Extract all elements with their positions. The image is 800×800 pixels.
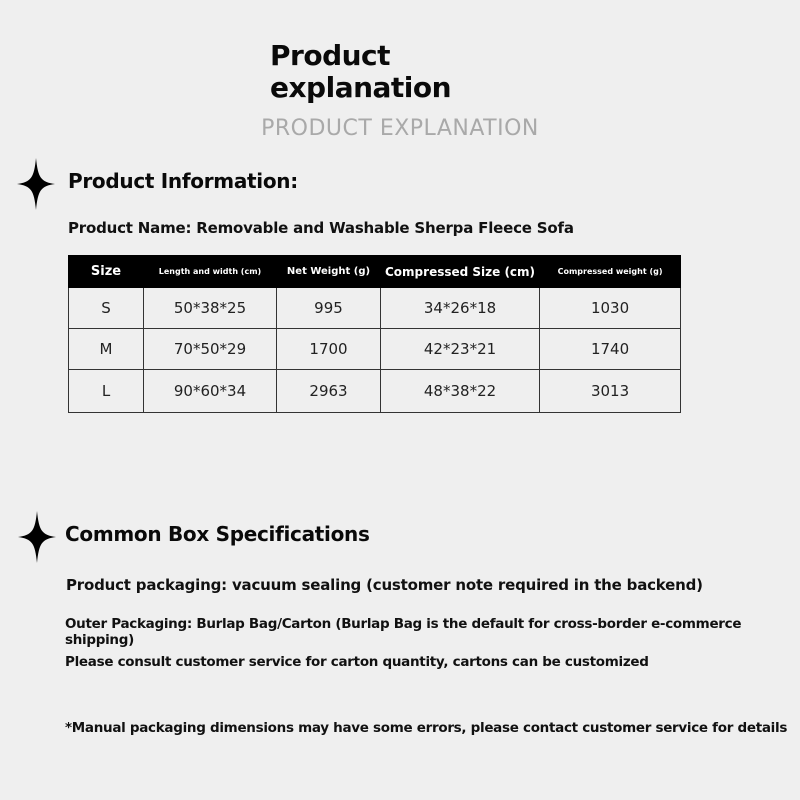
title-line-2: explanation bbox=[270, 71, 452, 104]
table-cell: 2963 bbox=[277, 370, 381, 413]
title-line-1: Product bbox=[270, 39, 391, 72]
table-cell: 50*38*25 bbox=[144, 288, 277, 329]
table-header-cell: Length and width (cm) bbox=[144, 256, 277, 288]
table-cell: 995 bbox=[277, 288, 381, 329]
table-header-cell: Compressed Size (cm) bbox=[381, 256, 540, 288]
outer-packaging-text: Outer Packaging: Burlap Bag/Carton (Burlap Bag is the default for cross-border e-commerce shipping) bbox=[65, 616, 742, 648]
spec-table bbox=[68, 255, 681, 413]
table-header-cell: Net Weight (g) bbox=[277, 256, 381, 288]
four-point-star-icon bbox=[18, 511, 56, 563]
table-row bbox=[69, 329, 681, 370]
product-info-heading: Product Information: bbox=[68, 169, 298, 193]
disclaimer-note: *Manual packaging dimensions may have some errors, please contact customer service for details bbox=[65, 720, 788, 736]
table-cell: 1700 bbox=[277, 329, 381, 370]
table-header-cell: Compressed weight (g) bbox=[540, 256, 681, 288]
four-point-star-icon bbox=[17, 158, 55, 210]
table-cell: M bbox=[69, 329, 144, 370]
table-cell: 3013 bbox=[540, 370, 681, 413]
table-cell: S bbox=[69, 288, 144, 329]
carton-text: Please consult customer service for carton quantity, cartons can be customized bbox=[65, 654, 649, 670]
table-cell: 34*26*18 bbox=[381, 288, 540, 329]
table-header-row bbox=[69, 256, 681, 288]
page-title bbox=[270, 40, 570, 104]
table-cell: L bbox=[69, 370, 144, 413]
table-cell: 1030 bbox=[540, 288, 681, 329]
packaging-text: Product packaging: vacuum sealing (customer note required in the backend) bbox=[66, 576, 703, 594]
table-cell: 48*38*22 bbox=[381, 370, 540, 413]
box-specs-heading: Common Box Specifications bbox=[65, 522, 370, 546]
table-row bbox=[69, 370, 681, 413]
table-cell: 70*50*29 bbox=[144, 329, 277, 370]
product-name: Product Name: Removable and Washable Sherpa Fleece Sofa bbox=[68, 219, 574, 237]
table-cell: 90*60*34 bbox=[144, 370, 277, 413]
table-cell: 42*23*21 bbox=[381, 329, 540, 370]
table-cell: 1740 bbox=[540, 329, 681, 370]
table-row bbox=[69, 288, 681, 329]
page-subtitle: PRODUCT EXPLANATION bbox=[261, 116, 539, 141]
table-header-cell: Size bbox=[69, 256, 144, 288]
